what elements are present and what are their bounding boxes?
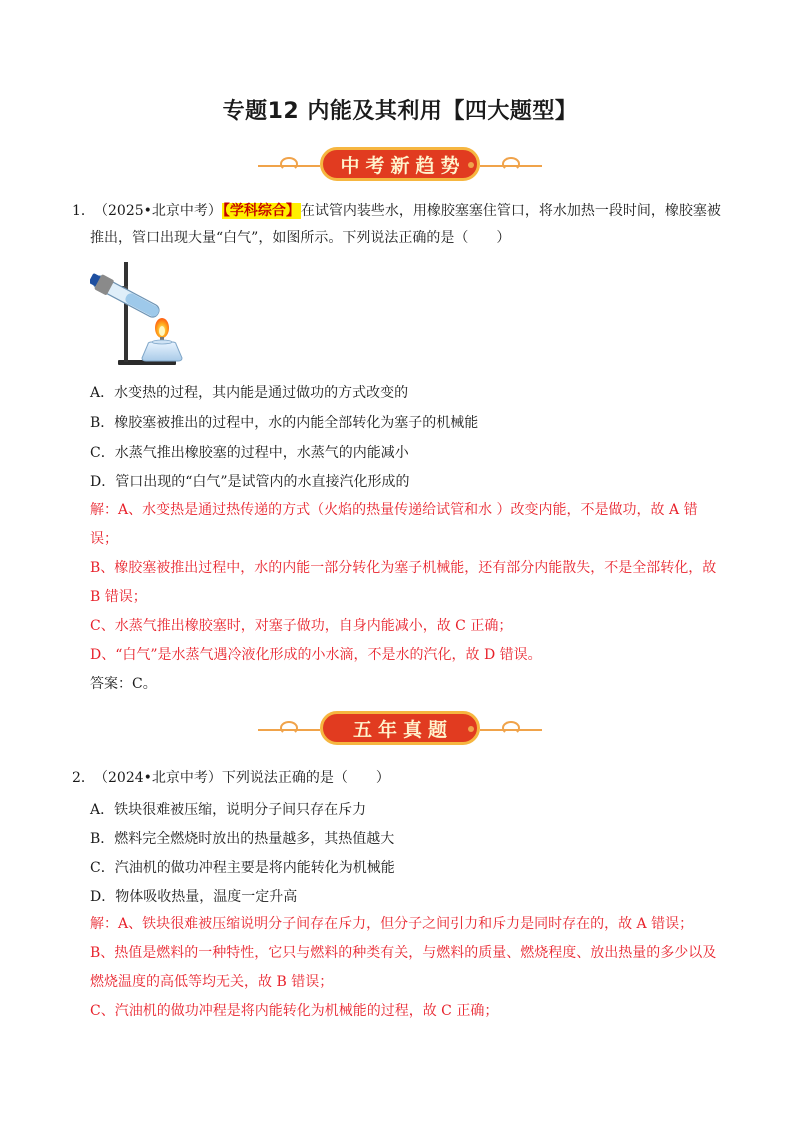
option-b: B．橡胶塞被推出的过程中，水的内能全部转化为塞子的机械能 <box>90 415 479 431</box>
solution-line: D、“白气”是水蒸气遇冷液化形成的小水滴，不是水的汽化，故 D 错误。 <box>90 647 542 663</box>
test-tube-heating-figure <box>90 258 200 370</box>
banner-label: 五年真题 <box>352 718 453 741</box>
answer-line: 答案：C。 <box>90 676 157 692</box>
question-source: （2024•北京中考） <box>94 770 222 786</box>
question-1 <box>72 198 736 252</box>
solution-line: B、热值是燃料的一种特性，它只与燃料的种类有关，与燃料的质量、燃烧程度、放出热量的多少以及 <box>90 945 717 961</box>
option-c: C．水蒸气推出橡胶塞的过程中，水蒸气的内能减小 <box>90 445 409 461</box>
solution-1 <box>90 496 736 699</box>
option-c: C．汽油机的做功冲程主要是将内能转化为机械能 <box>90 860 395 876</box>
option-b: B．燃料完全燃烧时放出的热量越多，其热值越大 <box>90 831 395 847</box>
question-source: （2025•北京中考） <box>94 203 222 219</box>
question-2 <box>72 765 736 792</box>
solution-line: B、橡胶塞被推出过程中，水的内能一部分转化为塞子机械能，还有部分内能散失，不是全部转化，故 <box>90 560 717 576</box>
solution-line: B 错误； <box>90 589 147 605</box>
solution-line: 误； <box>90 531 118 547</box>
subject-tag: 【学科综合】 <box>222 203 300 219</box>
option-a: A．水变热的过程，其内能是通过做功的方式改变的 <box>90 385 409 401</box>
question-number: 2． <box>72 770 95 786</box>
solution-line: C、水蒸气推出橡胶塞时，对塞子做功，自身内能减小，故 C 正确； <box>90 618 513 634</box>
question-stem <box>72 765 736 792</box>
option-d: D．物体吸收热量，温度一定升高 <box>90 889 298 905</box>
solution-line: C、汽油机的做功冲程是将内能转化为机械能的过程，故 C 正确； <box>90 1003 499 1019</box>
solution-line: 解：A、铁块很难被压缩说明分子间存在斥力，但分子之间引力和斥力是同时存在的，故 A 错误； <box>90 916 694 932</box>
solution-line: 解：A、水变热是通过热传递的方式（火焰的热量传递给试管和水 ）改变内能，不是做功，故 A 错 <box>90 502 698 518</box>
section-banner-trend <box>250 146 550 186</box>
question-number: 1． <box>72 203 95 219</box>
solution-line: 燃烧温度的高低等均无关，故 B 错误； <box>90 974 334 990</box>
question-stem <box>72 198 736 225</box>
solution-2 <box>90 910 736 1026</box>
section-banner-five-year <box>250 710 550 750</box>
stem-line-1: 在试管内装些水，用橡胶塞塞住管口，将水加热一段时间，橡胶塞被 <box>300 203 721 219</box>
stem-line-2: 推出，管口出现大量“白气”，如图所示。下列说法正确的是（ ） <box>90 230 511 246</box>
option-d: D．管口出现的“白气”是试管内的水直接汽化形成的 <box>90 474 410 490</box>
stem-line-1: 下列说法正确的是（ ） <box>221 770 390 786</box>
page-title: 专题12 内能及其利用【四大题型】 <box>222 99 578 124</box>
option-a: A．铁块很难被压缩，说明分子间只存在斥力 <box>90 802 367 818</box>
banner-label: 中考新趋势 <box>340 154 466 177</box>
